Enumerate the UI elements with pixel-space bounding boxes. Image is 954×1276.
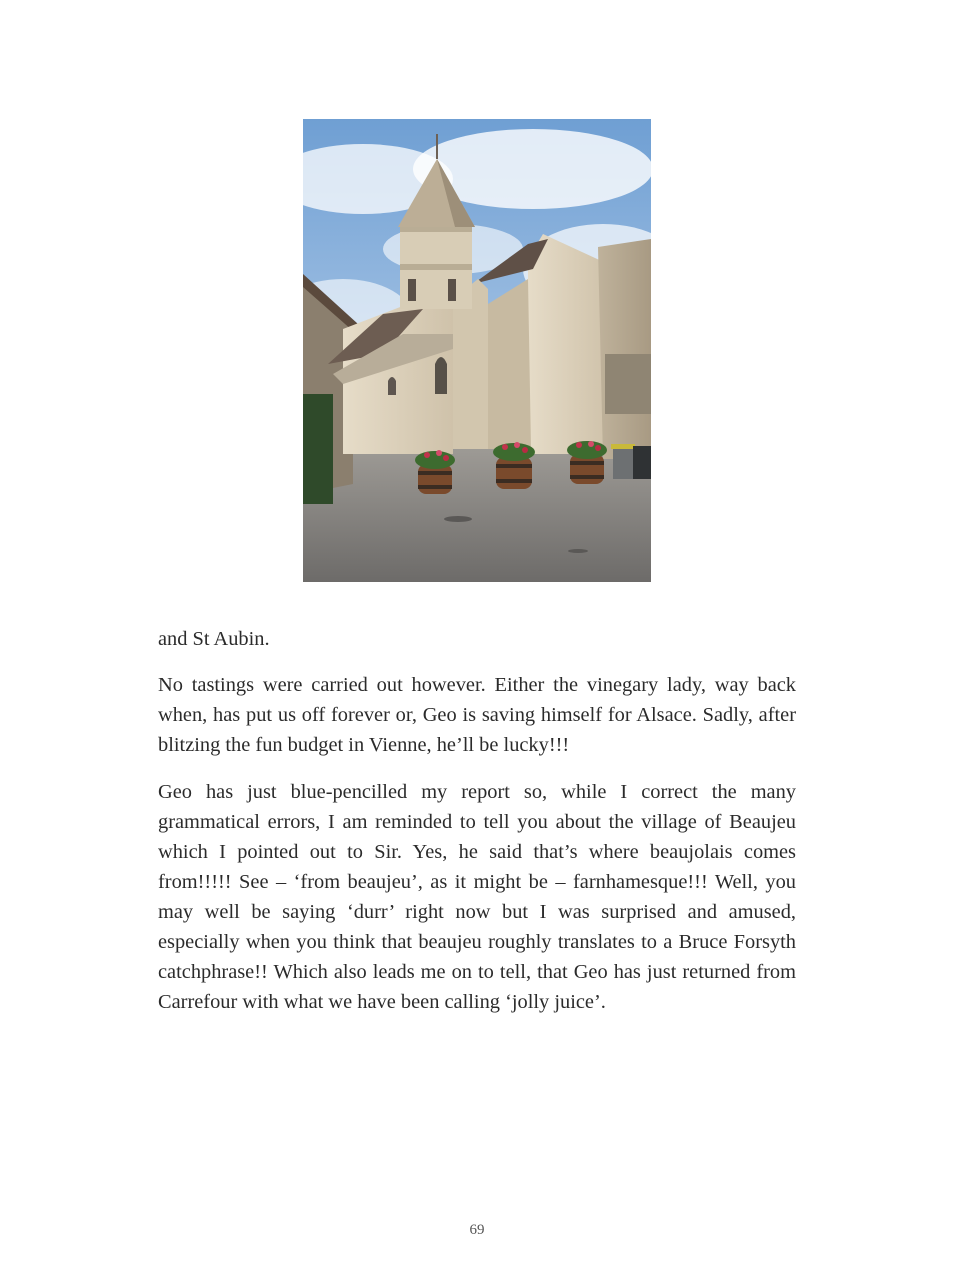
page-number: 69: [469, 1222, 485, 1238]
church-photo: [303, 119, 651, 582]
paragraph-1: and St Aubin.: [158, 628, 270, 650]
paragraph-3: Geo has just blue-pencilled my report so, while I correct the many grammatical errors, I am reminded to tell you about the village of Beaujeu which I pointed out to Sir. Yes, he said that’s where beaujolais comes from!!!!! See – ‘from beaujeu’, as it might be – farnhamesque!!! Well, you may well be saying ‘durr’ right now but I was surprised and amused, especially when you think that beaujeu roughly translates to a Bruce Forsyth catchphrase!! Which also leads me on to tell, that Geo has just returned from Carrefour with what we have been calling ‘jolly juice’.: [158, 781, 796, 1013]
body-text: [158, 624, 796, 1034]
paragraph-2: No tastings were carried out however. Either the vinegary lady, way back when, has put us off forever or, Geo is saving himself for Alsace. Sadly, after blitzing the fun budget in Vienne, he’ll be lucky!!!: [158, 674, 796, 756]
